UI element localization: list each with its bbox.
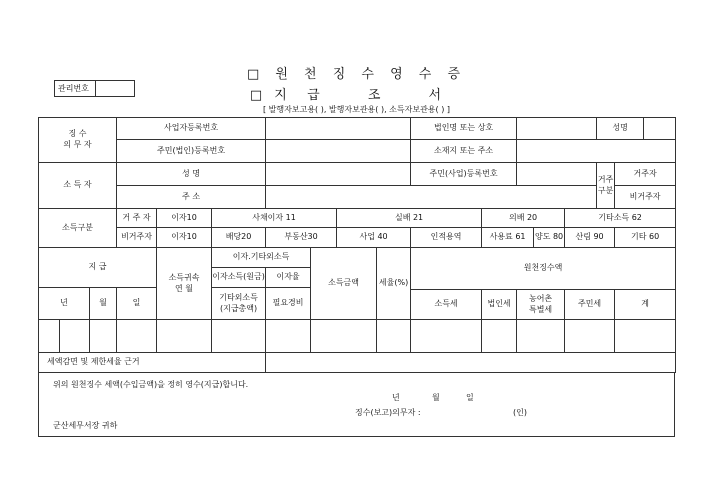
income-type-royalty[interactable]: 사용료 61 [482,228,534,248]
resident-tax-label: 주민세 [565,290,615,320]
income-type-other-income[interactable]: 기타소득 62 [565,209,676,228]
tax-rate-label: 세율(%) [377,248,411,320]
payer-address-label: 소재지 또는 주소 [411,140,517,163]
income-amount-label: 소득금액 [311,248,377,320]
form-subtitle: □ 지 급 조 서 [249,88,464,103]
necessary-expense-label: 필요경비 [266,287,311,320]
income-tax-label: 소득세 [411,290,482,320]
month-label: 월 [90,287,117,320]
confirmation-statement: 위의 원천징수 세액(수입금액)을 정히 영수(지급)합니다. [53,380,249,389]
rural-tax-cell[interactable] [517,320,565,353]
earner-resident-no-label: 주민(사업)등록번호 [411,163,517,186]
income-type-interest[interactable]: 이자10 [157,209,212,228]
year-cell[interactable] [39,320,60,353]
tax-rate-cell[interactable] [377,320,411,353]
month-cell[interactable] [90,320,117,353]
residency-label: 거주 구분 [597,163,615,209]
form-title: □ 원 천 징 수 영 수 증 [246,67,467,82]
tax-reduction-field[interactable] [266,352,676,372]
payer-resident-no-label: 주민(법인)등록번호 [117,140,266,163]
addressee-label: 군산세무서장 귀하 [53,421,118,430]
year-cell-2[interactable] [60,320,90,353]
income-type-label: 소득구분 [39,209,117,248]
date-year-label: 년 [392,393,400,402]
corp-tax-cell[interactable] [482,320,517,353]
income-type-nonresident: 비거주자 [117,228,157,248]
management-number-box [54,80,135,97]
earner-resident-no-field[interactable] [517,163,597,186]
rate-cell[interactable] [266,320,311,353]
payer-label: 징 수 의 무 자 [39,118,117,163]
income-type-dividend[interactable]: 배당20 [212,228,266,248]
interest-other-label: 이자.기타외소득 [212,248,311,268]
payer-address-field[interactable] [517,140,676,163]
income-tax-cell[interactable] [411,320,482,353]
residency-resident-option[interactable]: 거주자 [615,163,676,186]
withholding-amount-label: 원천징수액 [411,248,676,290]
attribution-label: 소득귀속 연 월 [157,248,212,320]
withholding-receipt-table [38,117,676,373]
income-type-nr-other[interactable]: 기타 60 [615,228,676,248]
income-type-business[interactable]: 사업 40 [337,228,411,248]
income-type-resident: 거 주 자 [117,209,157,228]
day-cell[interactable] [117,320,157,353]
day-label: 일 [117,287,157,320]
seal-mark[interactable]: (인) [513,408,527,417]
income-type-deemed-dividend[interactable]: 의배 20 [482,209,565,228]
payment-data-row [39,320,676,353]
payer-reg-no-label: 사업자등록번호 [117,118,266,140]
total-label: 계 [615,290,676,320]
copy-type-selector: [ 발행자보고용( ), 발행자보관용( ), 소득자보관용( ) ] [263,105,450,114]
attribution-cell[interactable] [157,320,212,353]
management-number-field[interactable] [96,81,135,97]
rural-tax-label: 농어촌 특별세 [517,290,565,320]
management-number-label: 관리번호 [55,81,96,97]
income-type-personal-service[interactable]: 인적용역 [411,228,482,248]
interest-rate-label: 이자율 [266,268,311,288]
earner-address-field[interactable] [266,186,597,209]
date-day-label: 일 [466,393,474,402]
tax-reduction-label: 세액감면 및 제한세율 근거 [39,352,266,372]
total-cell[interactable] [615,320,676,353]
interest-principal-label: 이자소득(원금) [212,268,266,288]
income-type-nr-interest[interactable]: 이자10 [157,228,212,248]
payer-resident-no-field[interactable] [266,140,411,163]
resident-tax-cell[interactable] [565,320,615,353]
earner-name-field[interactable] [266,163,411,186]
income-type-forestry[interactable]: 산림 90 [565,228,615,248]
date-month-label: 월 [432,393,440,402]
corp-tax-label: 법인세 [482,290,517,320]
payment-date-label: 지 급 [39,248,157,288]
residency-nonresident-option[interactable]: 비거주자 [615,186,676,209]
principal-cell[interactable] [212,320,266,353]
income-type-bond-interest[interactable]: 사채이자 11 [212,209,337,228]
income-type-transfer[interactable]: 양도 80 [534,228,565,248]
year-label: 년 [39,287,90,320]
earner-name-label: 성 명 [117,163,266,186]
earner-address-label: 주 소 [117,186,266,209]
withholding-agent-label: 징수(보고)의무자 : [355,408,421,417]
payer-name-label: 성명 [597,118,644,140]
income-amount-cell[interactable] [311,320,377,353]
earner-label: 소 득 자 [39,163,117,209]
payer-name-field[interactable] [644,118,676,140]
income-type-actual-dividend[interactable]: 실배 21 [337,209,482,228]
payer-corp-name-label: 법인명 또는 상호 [411,118,517,140]
payer-reg-no-field[interactable] [266,118,411,140]
payer-corp-name-field[interactable] [517,118,597,140]
income-type-real-estate[interactable]: 부동산30 [266,228,337,248]
other-total-label: 기타외소득 (지급총액) [212,287,266,320]
